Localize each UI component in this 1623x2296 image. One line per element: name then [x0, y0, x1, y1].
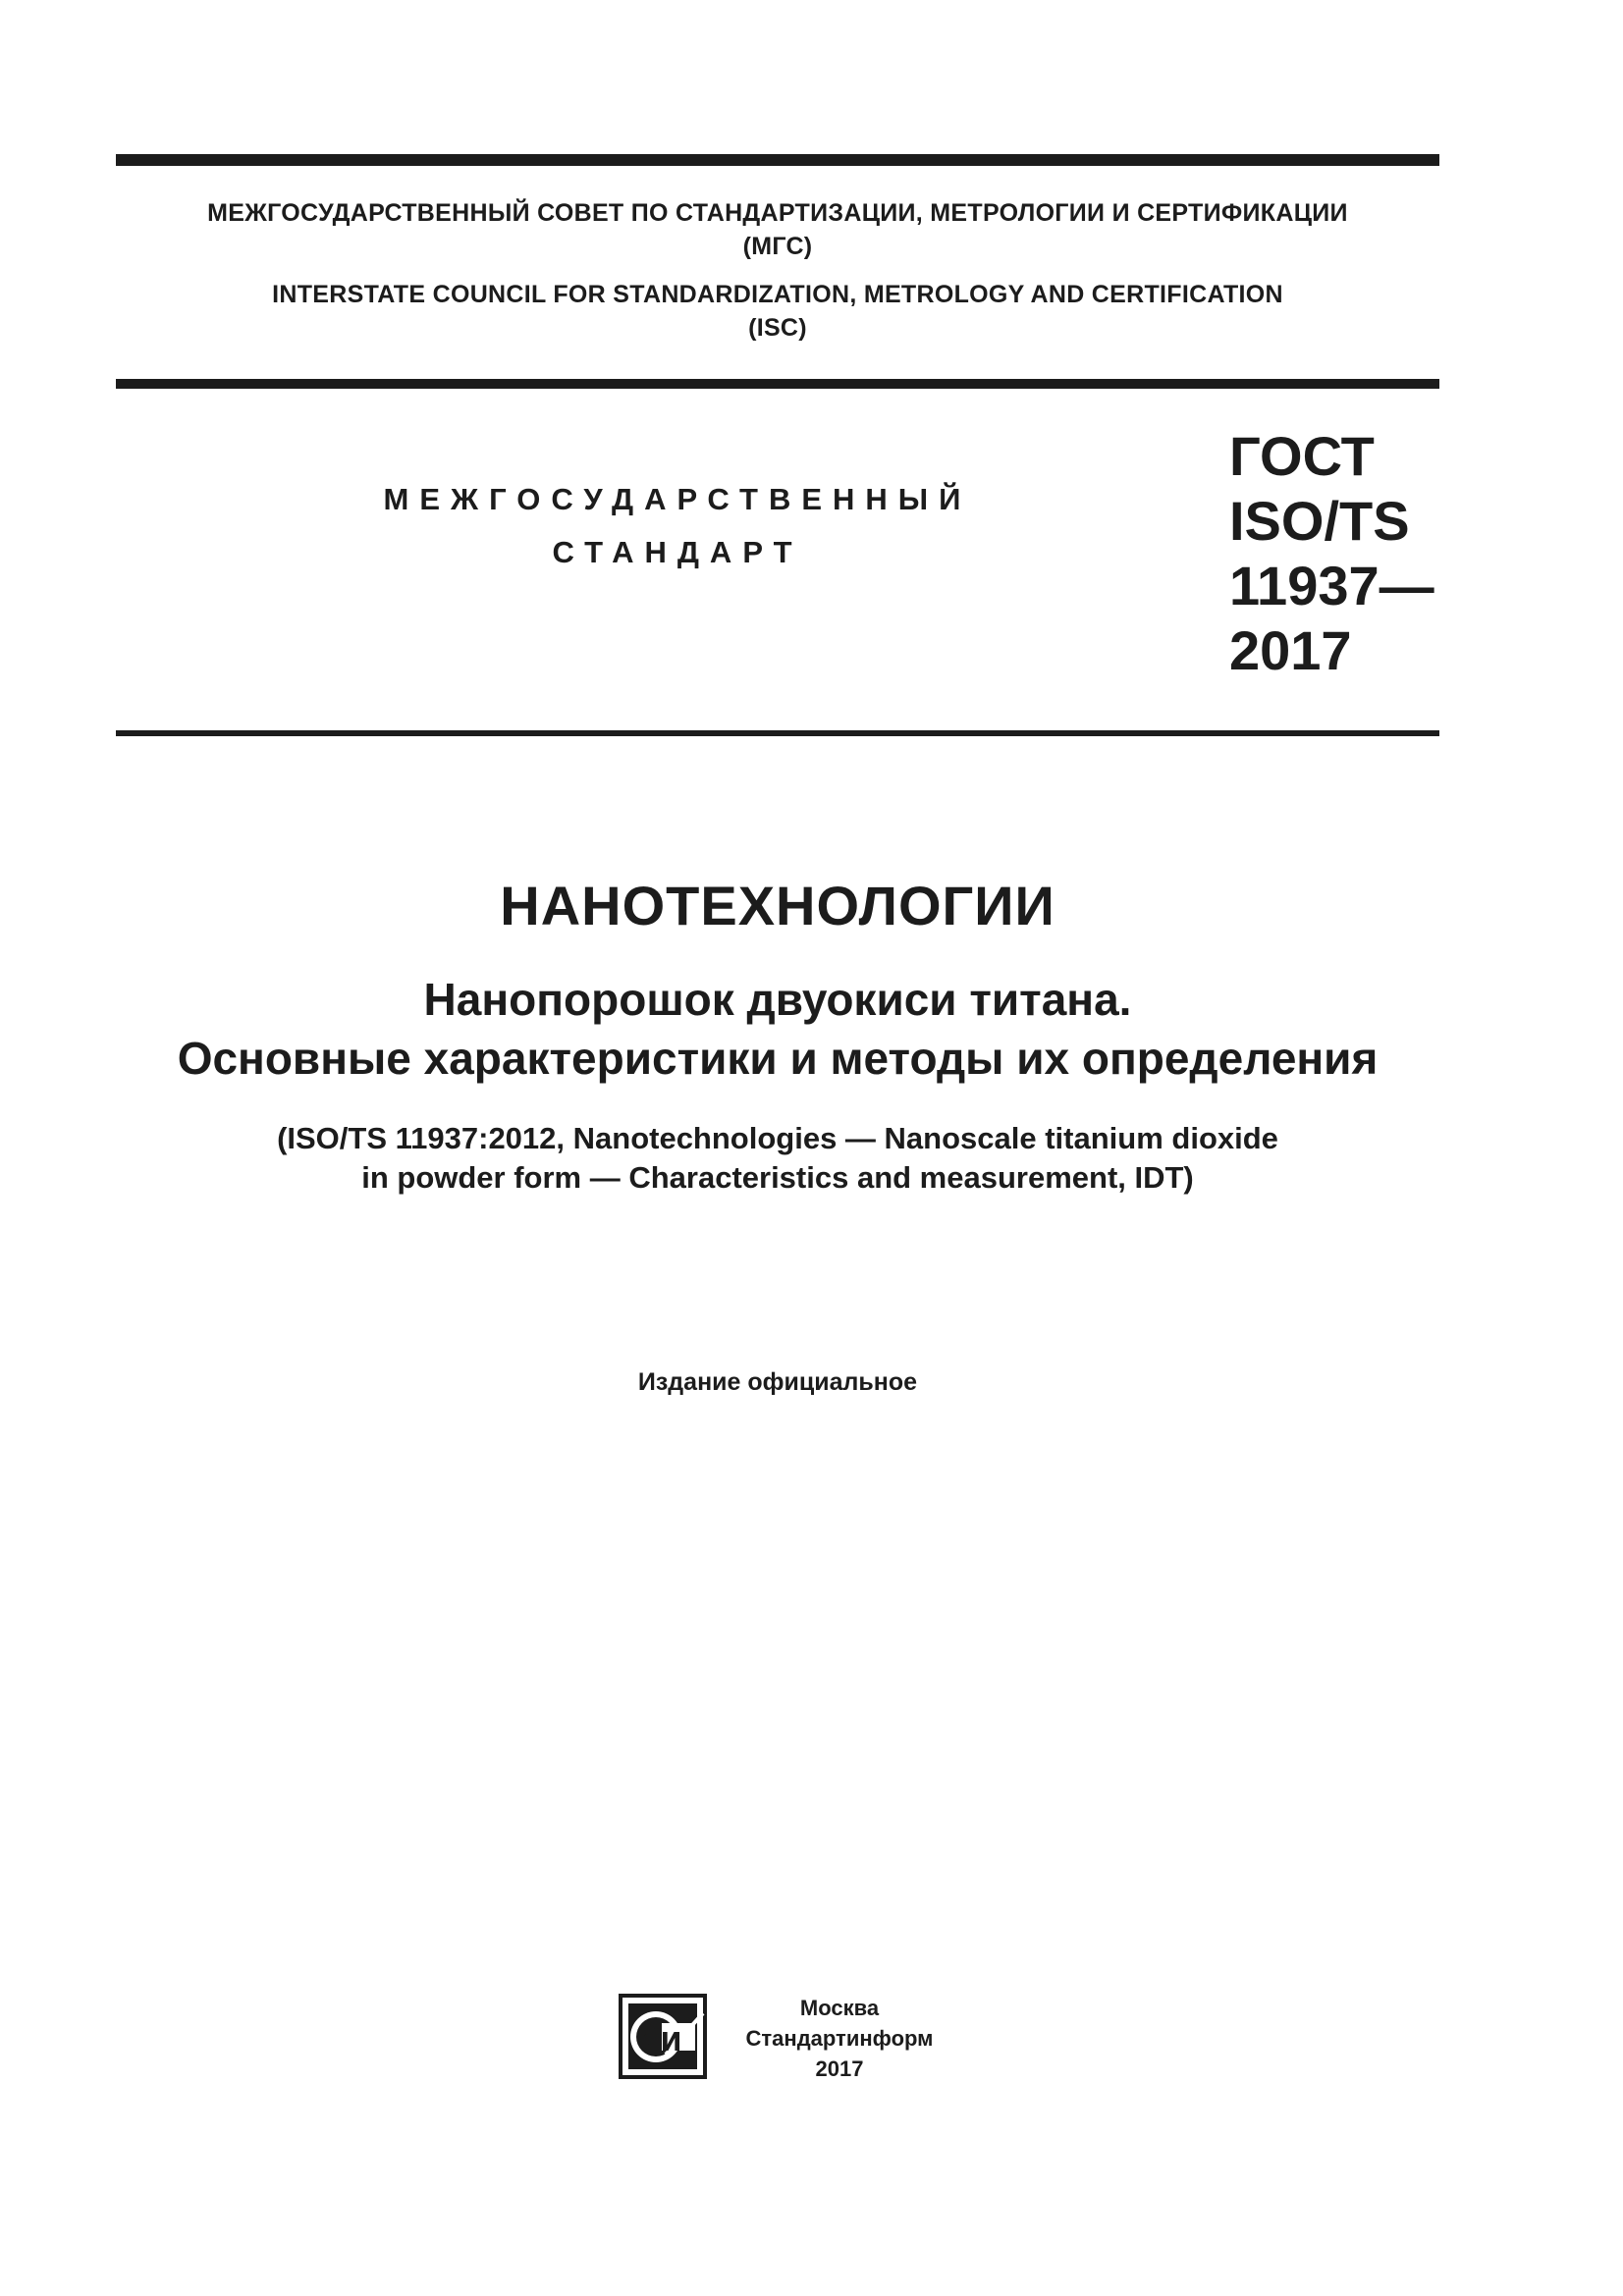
standard-number-line: ГОСТ [1229, 425, 1375, 487]
bottom-rule [116, 730, 1439, 736]
iso-reference-line1: (ISO/TS 11937:2012, Nanotechnologies — Nanoscale titanium dioxide [277, 1121, 1278, 1155]
standard-number-line: 11937— [1229, 555, 1434, 616]
council-en-line2: (ISC) [748, 314, 807, 342]
top-rule [116, 154, 1439, 166]
standard-label-line2: СТАНДАРТ [552, 535, 803, 569]
subtitle-line1: Нанопорошок двуокиси титана. [423, 974, 1132, 1025]
standard-type-label [363, 473, 992, 579]
publisher-logo-text: СИ [641, 2028, 682, 2057]
iso-reference [116, 1119, 1439, 1198]
middle-rule [116, 379, 1439, 389]
standard-label-line1: МЕЖГОСУДАРСТВЕННЫЙ [383, 482, 972, 516]
publisher-city: Москва [799, 1996, 880, 2020]
publisher-imprint [727, 1993, 952, 2084]
subtitle-line2: Основные характеристики и методы их определения [177, 1033, 1379, 1084]
publisher-name: Стандартинформ [745, 2026, 934, 2051]
council-ru-line2: (МГС) [742, 233, 813, 260]
publisher-logo-icon [619, 1994, 707, 2079]
council-name-ru [116, 196, 1439, 263]
standard-number-line: ISO/TS [1229, 490, 1410, 552]
edition-note: Издание официальное [637, 1368, 918, 1396]
council-ru-line1: МЕЖГОСУДАРСТВЕННЫЙ СОВЕТ ПО СТАНДАРТИЗАЦИИ, МЕТРОЛОГИИ И СЕРТИФИКАЦИИ [207, 199, 1348, 227]
council-en-line1: INTERSTATE COUNCIL FOR STANDARDIZATION, METROLOGY AND CERTIFICATION [272, 281, 1283, 308]
standard-number [1229, 424, 1455, 683]
iso-reference-line2: in powder form — Characteristics and measurement, IDT) [361, 1160, 1194, 1195]
council-name-en [116, 278, 1439, 345]
standard-number-line: 2017 [1229, 619, 1352, 681]
publisher-year: 2017 [815, 2056, 864, 2081]
document-title: НАНОТЕХНОЛОГИИ [500, 875, 1055, 936]
document-subtitle [116, 970, 1439, 1088]
